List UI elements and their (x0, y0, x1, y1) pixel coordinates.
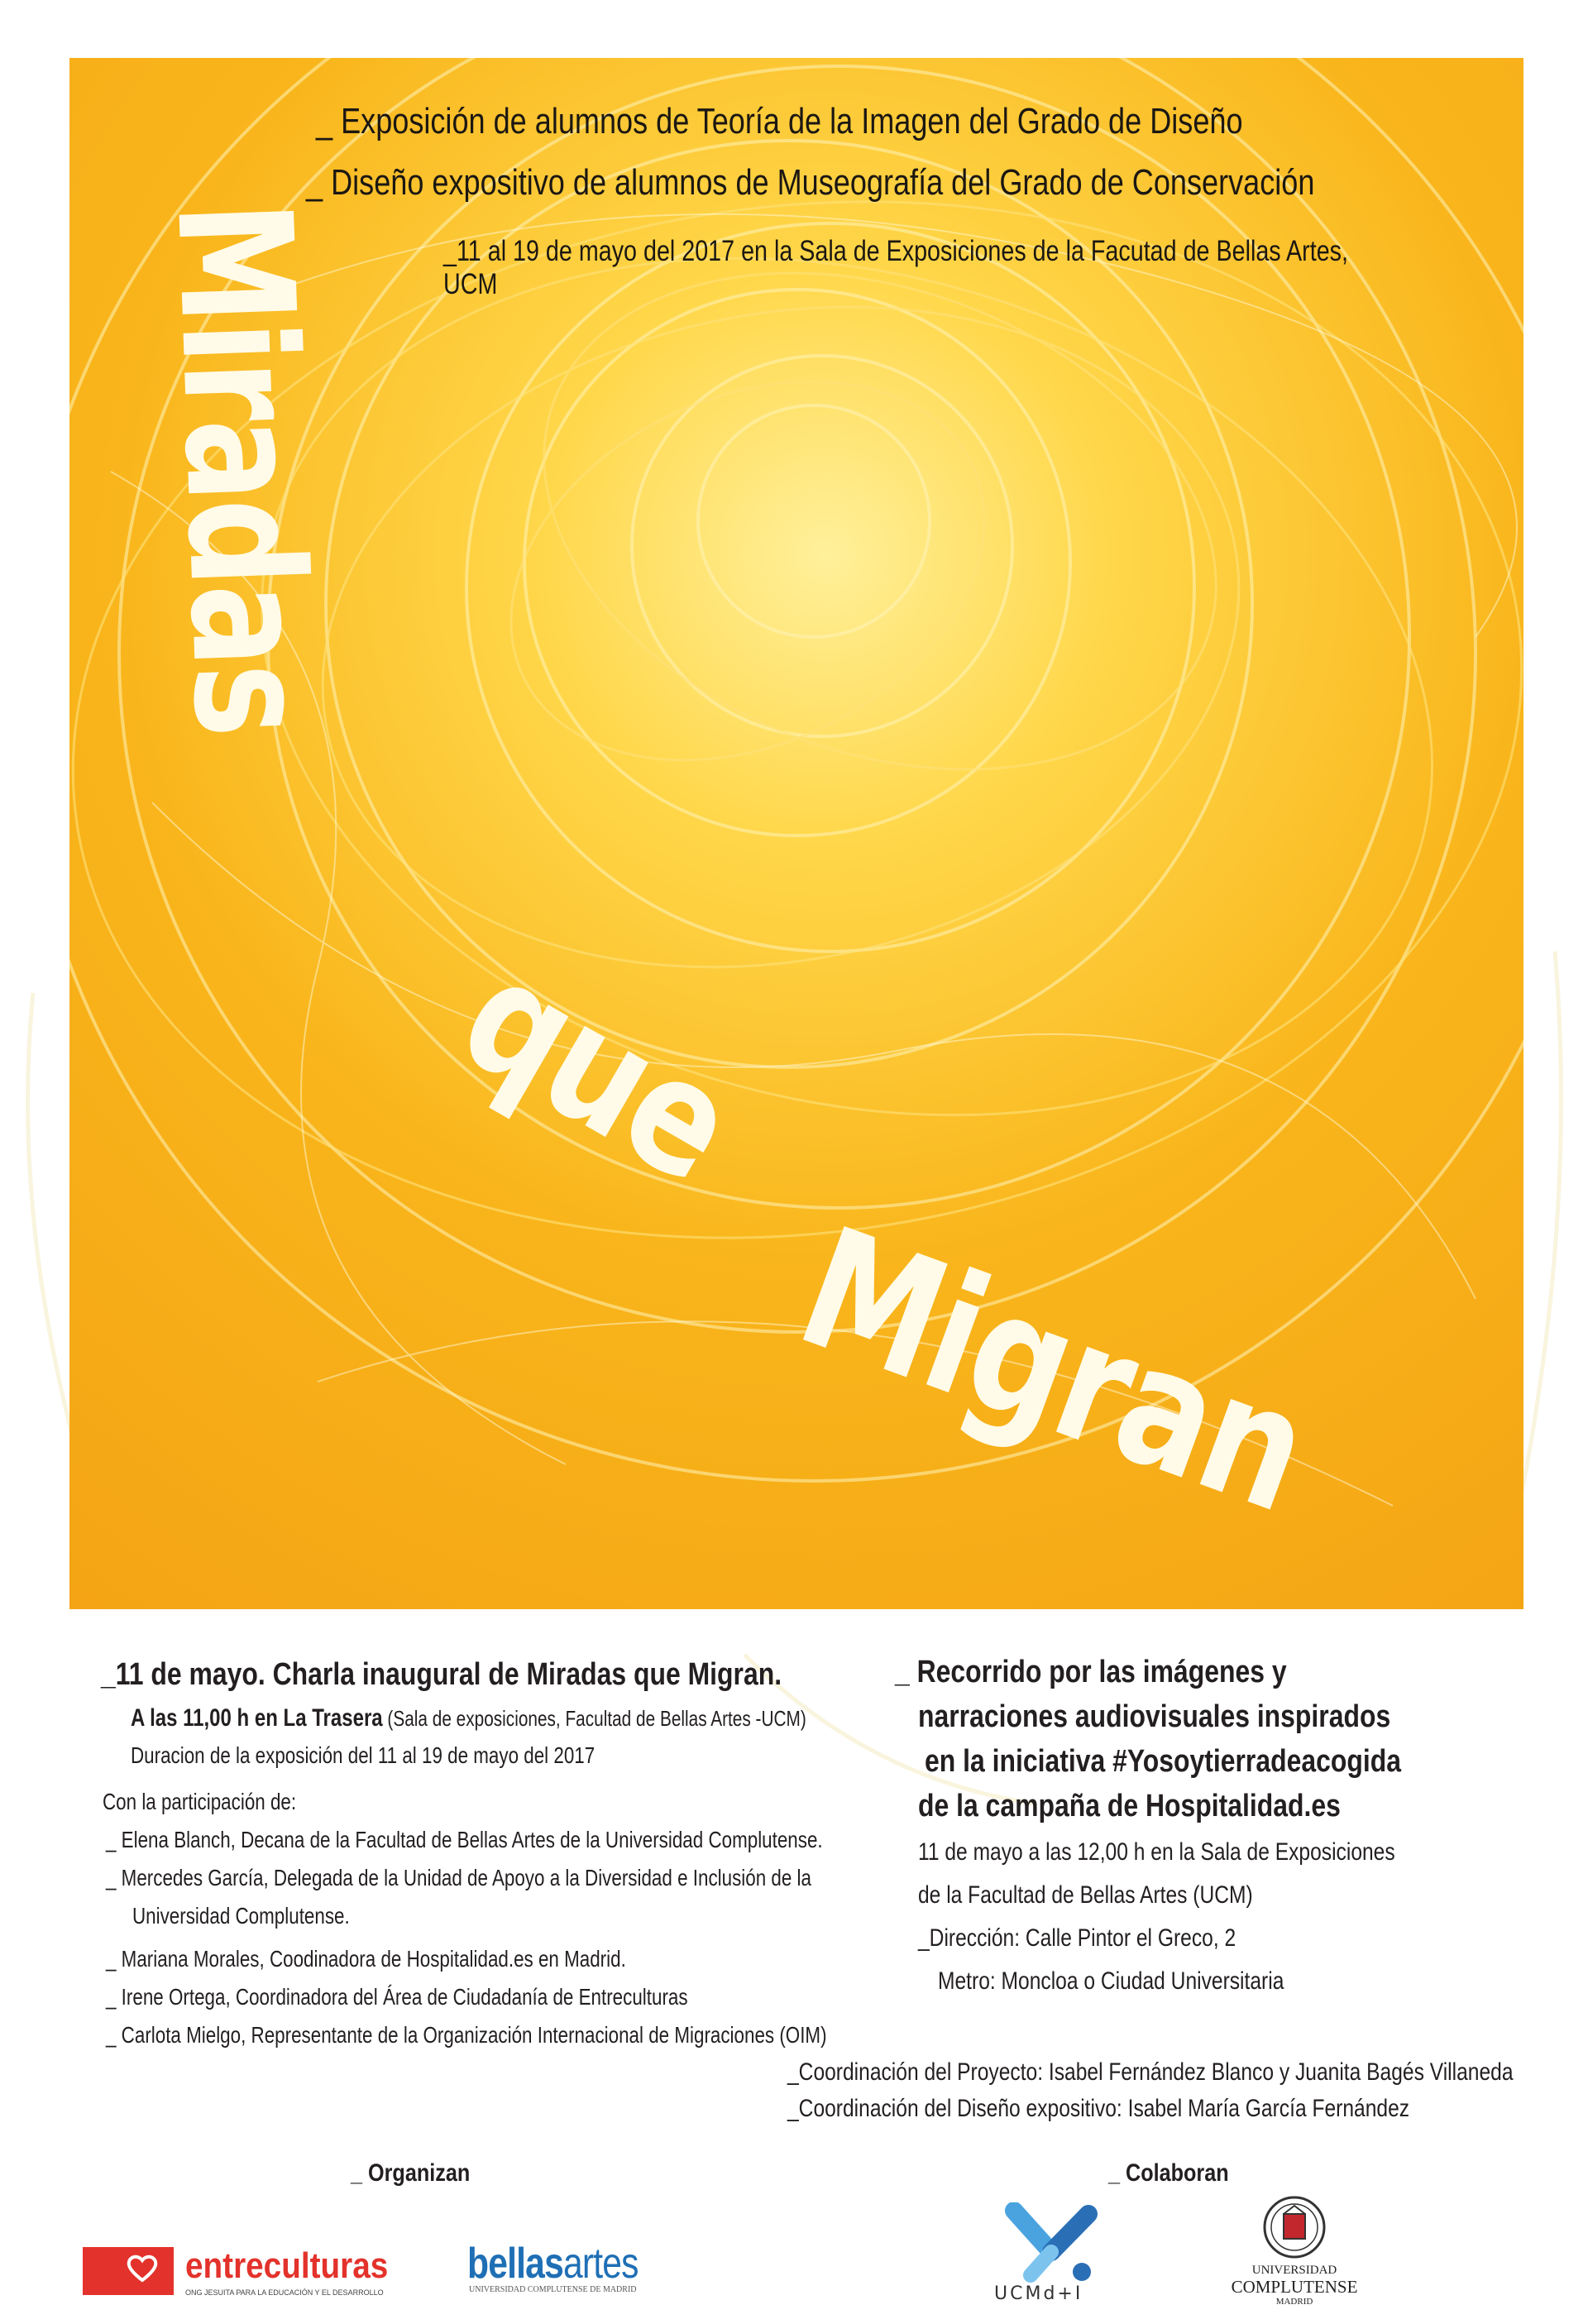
right-detail-line: _Dirección: Calle Pintor el Greco, 2 (918, 1924, 1236, 1952)
participant-item: _ Irene Ortega, Coordinadora del Área de Ciudadanía de Entreculturas (106, 1984, 688, 2010)
right-heading-line: narraciones audiovisuales inspirados (918, 1699, 1391, 1734)
header-line-3: _11 al 19 de mayo del 2017 en la Sala de Exposiciones de la Facutad de Bellas Artes, UCM (443, 235, 1348, 300)
participant-item: _ Mercedes García, Delegada de la Unidad de Apoyo a la Diversidad e Inclusión de la (106, 1865, 811, 1890)
right-heading-line: en la iniciativa #Yosoytierradeacogida (925, 1744, 1401, 1779)
header-line-2: _ Diseño expositivo de alumnos de Museografía del Grado de Conservación (306, 162, 1315, 203)
bellasartes-wordmark (467, 2239, 637, 2288)
left-time-bold: A las 11,00 h en La Trasera (131, 1704, 383, 1732)
left-duration: Duracion de la exposición del 11 al 19 de mayo del 2017 (131, 1742, 596, 1768)
ucm-di-logo (989, 2202, 1113, 2310)
entreculturas-name: entreculturas (185, 2245, 389, 2286)
coordination-project: _Coordinación del Proyecto: Isabel Fernández Blanco y Juanita Bagés Villaneda (787, 2058, 1514, 2086)
right-detail-line: 11 de mayo a las 12,00 h en la Sala de Exposiciones (918, 1838, 1395, 1866)
ucm-di-x-icon (989, 2202, 1113, 2285)
complutense-crest-icon (1224, 2194, 1365, 2262)
organizan-label: _ Organizan (351, 2159, 471, 2187)
complutense-line2: COMPLUTENSE (1231, 2277, 1358, 2297)
title-word-miradas: Miradas (141, 199, 343, 738)
bellasartes-tagline: UNIVERSIDAD COMPLUTENSE DE MADRID (469, 2285, 637, 2294)
participant-item: _ Mariana Morales, Coodinadora de Hospitalidad.es en Madrid. (106, 1946, 626, 1972)
participant-item: _ Elena Blanch, Decana de la Facultad de Bellas Artes de la Universidad Complutense. (106, 1827, 823, 1852)
participation-label: Con la participación de: (103, 1789, 297, 1814)
colaboran-label: _ Colaboran (1108, 2159, 1229, 2187)
entreculturas-heart-icon (83, 2247, 174, 2295)
title-word-migran: Migran (777, 1191, 1330, 1550)
left-time (131, 1704, 806, 1732)
right-detail-line: Metro: Moncloa o Ciudad Universitaria (938, 1967, 1284, 1995)
bellasartes-rest: artes (562, 2240, 639, 2288)
right-heading-line: de la campaña de Hospitalidad.es (918, 1789, 1341, 1823)
complutense-line1: UNIVERSIDAD (1251, 2264, 1337, 2277)
right-detail-line: de la Facultad de Bellas Artes (UCM) (918, 1881, 1253, 1909)
ucm-di-name: UCMd+I (994, 2283, 1083, 2304)
participant-item: Universidad Complutense. (132, 1903, 350, 1929)
bellasartes-bold: bellas (467, 2240, 563, 2288)
entreculturas-tagline: ONG JESUITA PARA LA EDUCACIÓN Y EL DESARROLLO (185, 2288, 384, 2297)
bellasartes-logo (467, 2239, 674, 2297)
right-heading-line: _ Recorrido por las imágenes y (895, 1655, 1287, 1689)
complutense-line3: MADRID (1275, 2297, 1313, 2307)
left-time-rest: (Sala de exposiciones, Facultad de Bellas Artes -UCM) (382, 1706, 806, 1731)
left-heading: _11 de mayo. Charla inaugural de Miradas que Migran. (101, 1657, 782, 1692)
title-word-que: que (433, 922, 762, 1218)
participant-item: _ Carlota Mielgo, Representante de la Organización Internacional de Migraciones (OIM) (106, 2022, 827, 2048)
header-line-1: _ Exposición de alumnos de Teoría de la Imagen del Grado de Diseño (316, 101, 1243, 141)
complutense-logo (1224, 2194, 1365, 2318)
coordination-design: _Coordinación del Diseño expositivo: Isabel María García Fernández (787, 2095, 1410, 2122)
entreculturas-logo (83, 2244, 438, 2302)
